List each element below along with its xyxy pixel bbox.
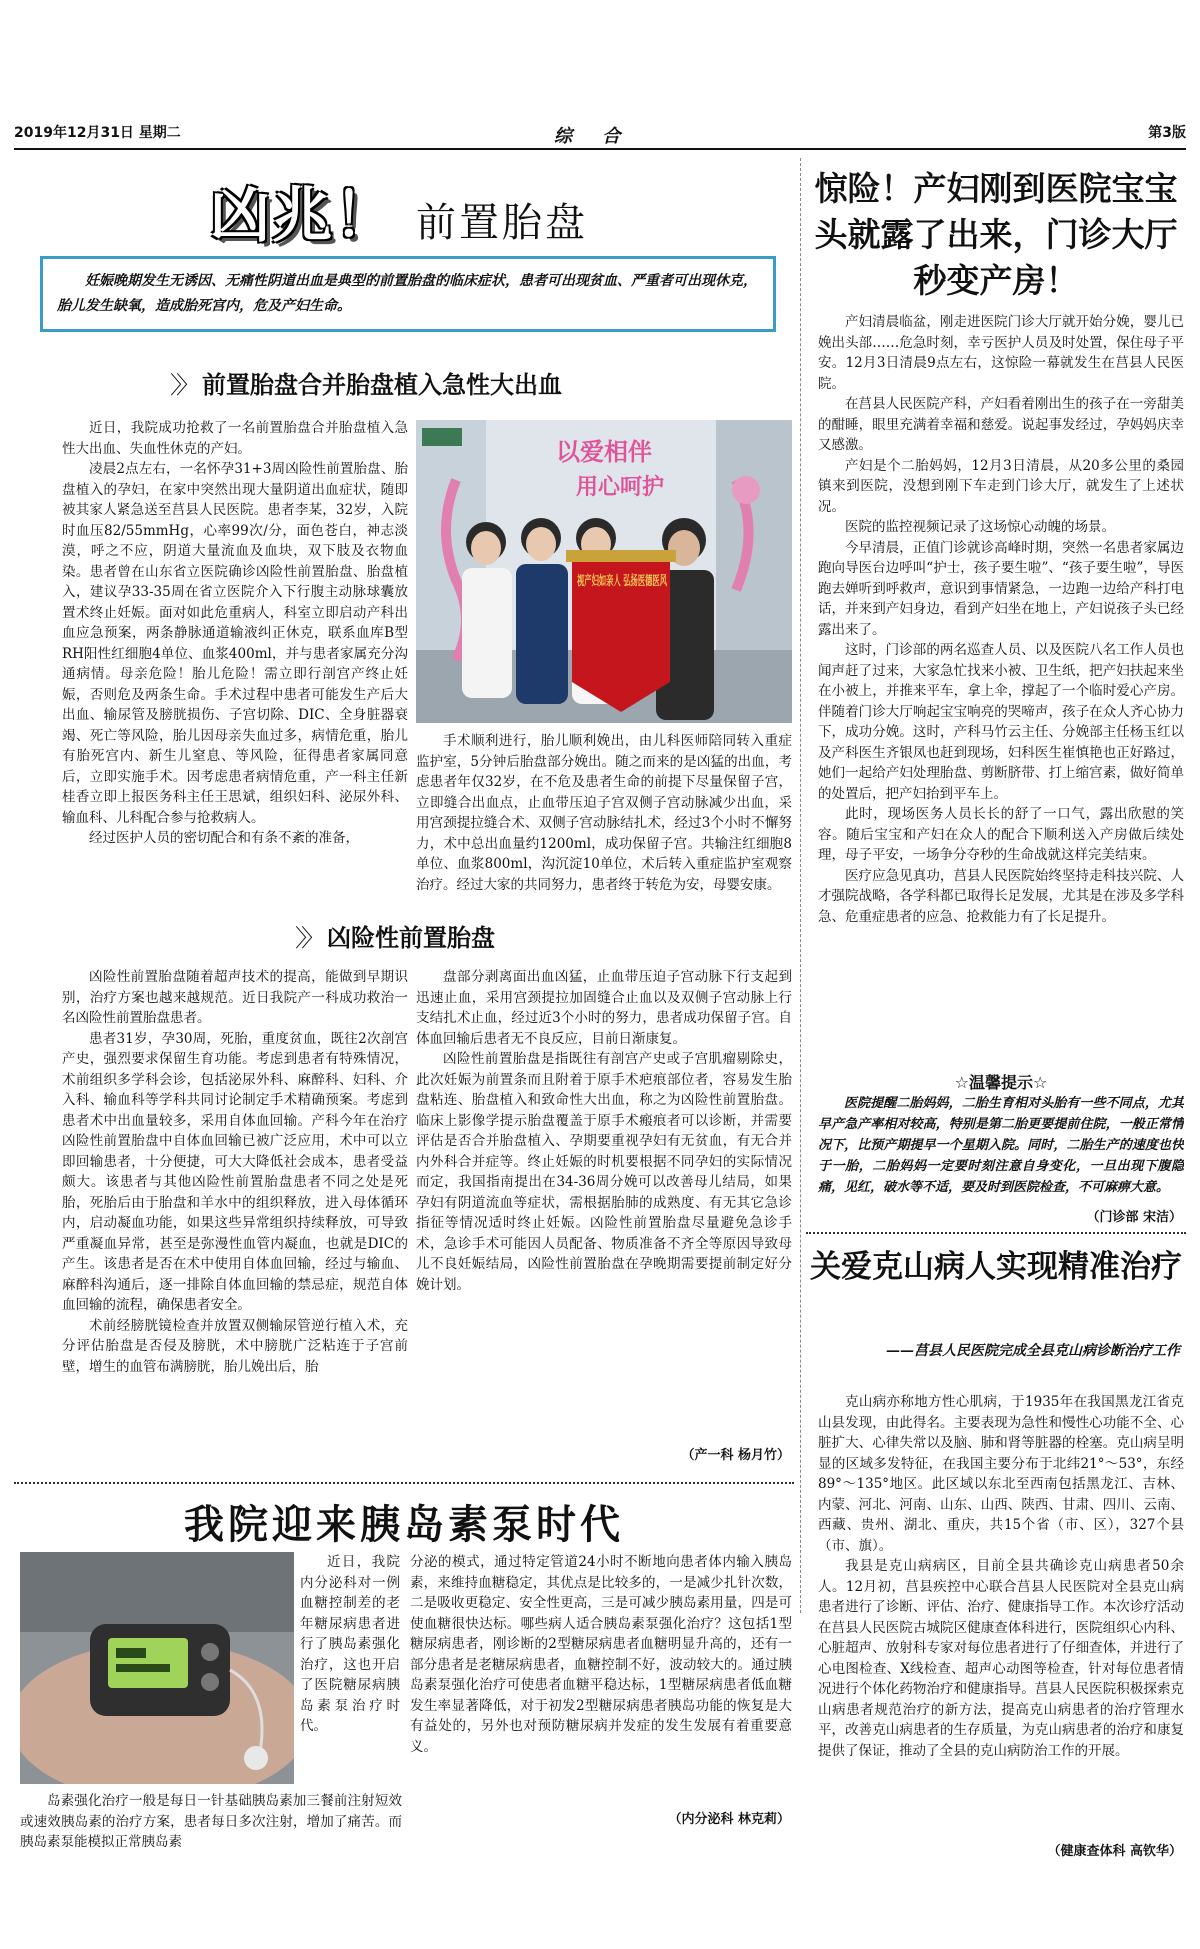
double-chevron-icon: 〉〉 (170, 371, 194, 399)
paragraph: 经过医护人员的密切配合和有条不紊的准备， (89, 830, 359, 846)
keshan-article-body (818, 1392, 1184, 1830)
paragraph: 患者31岁，孕30周，死胎，重度贫血，既往2次剖宫产史，强烈要求保留生育功能。考虑到患者有特殊情况，术前组织多学科会诊，包括泌尿外科、麻醉科、妇科、介入科、输血科等学科共同讨论制定手术精确预案。考虑到患者术中出血量较多，采用自体血回输。产科今年在治疗凶险性前置胎盘中自体血回输已被广泛应用，术中可以立即回输患者，十分便捷，可大大降低社会成本，患者受益颇大。该患者与其他凶险性前置胎盘患者不同之处是死胎，死胎后由于胎盘和羊水中的组织释放，进入母体循环内，启动凝血功能，如果这些异常组织持续释放，可导致严重凝血异常，甚至是弥漫性血管内凝血，也就是DIC的产生。该患者是否在术中使用自体血回输，经过与输血、麻醉科沟通后，逐一排除自体血回输的禁忌症，规范自体血回输的流程，确保患者安全。 (62, 1030, 408, 1313)
warm-tip-box (818, 1070, 1184, 1222)
paragraph: 医院的监控视频记录了这场惊心动魄的场景。 (845, 519, 1115, 535)
main-headline (210, 168, 630, 251)
insulin-col2 (410, 1552, 792, 1804)
paragraph: 克山病亦称地方性心肌病，于1935年在我国黑龙江省克山县发现，由此得名。主要表现为急性和慢性心功能不全、心脏扩大、心律失常以及脑、肺和肾等脏器的栓塞。克山病呈明显的区域多发特征，在我国主要分布于北纬21°～53°，东经89°～135°地区。此区域以东北至西南包括黑龙江、吉林、内蒙、河北、河南、山东、山西、陕西、甘肃、四川、云南、西藏、贵州、湖北、重庆，共15个省（市、区），327个县（市、旗）。 (818, 1394, 1184, 1554)
banner-slogan-2: 用心呵护 (576, 475, 665, 500)
article1-col1 (62, 418, 408, 908)
abstract-text: 妊娠晚期发生无诱因、无痛性阴道出血是典型的前置胎盘的临床症状，患者可出现贫血、严重者可出现休克，胎儿发生缺氧，造成胎死宫内，危及产妇生命。 (57, 273, 757, 314)
paragraph: 今早清晨，正值门诊就诊高峰时期，突然一名患者家属边跑向导医台边呼叫“护士，孩子要生啦”、“孩子要生啦”，导医跑去婵听到呼救声，意识到事情紧急，一边跑一边给产科打电话，并来到产妇身边，看到产妇坐在地上，产妇说孩子头已经露出来了。 (818, 539, 1184, 638)
subheading-1 (170, 365, 730, 400)
paragraph: 产妇清晨临盆，刚走进医院门诊大厅就开始分娩，婴儿已娩出头部……危急时刻，幸亏医护人员及时处置，保住母子平安。12月3日清晨9点左右，这惊险一幕就发生在莒县人民医院。 (818, 314, 1184, 392)
double-chevron-icon: 〉〉 (295, 924, 319, 952)
insulin-pump-photo (20, 1552, 294, 1784)
section-name: 综 合 (554, 126, 633, 147)
paragraph: 产妇是个二胎妈妈，12月3日清晨，从20多公里的桑园镇来到医院，没想到刚下车走到门诊大厅，就发生了上述状况。 (818, 457, 1184, 515)
keshan-credit: （健康查体科 高钦华） (1047, 1844, 1182, 1859)
banner-flag-text: 视产妇如亲人 弘扬医德医风 (577, 574, 738, 589)
warm-tip-title: ☆温馨提示☆ (954, 1073, 1048, 1092)
paragraph: 盘部分剥离面出血凶猛，止血带压迫子宫动脉下行支起到迅速止血，采用宫颈提拉加固缝合止血以及双侧子宫动脉上行支结扎术止血，经过近3个小时的努力，患者成功保留子宫。自体血回输后患者无不良反应，目前日渐康复。 (416, 969, 792, 1047)
silk-banner (566, 550, 738, 712)
paragraph: 凶险性前置胎盘是指既往有剖宫产史或子宫肌瘤剔除史，此次妊娠为前置条而且附着于原手术疤痕部位者，容易发生胎盘粘连、胎盘植入和致命性大出血，称之为凶险性前置胎盘。临床上影像学提示胎盘覆盖于原手术瘢痕者可以诊断，并需要评估是否合并胎盘植入、孕期要重视孕妇有无贫血，有无合并内外科合并症等。终止妊娠的时机要根据不同孕妇的实际情况而定，我国指南提出在34-36周分娩可以改善母儿结局，如果孕妇有阴道流血等症状，需根据胎肺的成熟度、有无其它急诊指征等情况适时终止妊娠。凶险性前置胎盘尽量避免急诊手术，急诊手术可能因人员配备、物质准备不齐全等原因导致母儿不良妊娠结局，凶险性前置胎盘在孕晚期需要提前制定好分娩计划。 (416, 1051, 792, 1293)
article2-col2 (416, 967, 792, 1439)
subheading-2-text: 凶险性前置胎盘 (327, 924, 495, 952)
paragraph: 分泌的模式，通过特定管道24小时不断地向患者体内输入胰岛素，来维持血糖稳定，其优点是比较多的，一是减少扎针次数，二是吸收更稳定、安全性更高，三是可减少胰岛素用量，四是可使血糖很快达标。哪些病人适合胰岛素泵强化治疗？这包括1型糖尿病患者，刚诊断的2型糖尿病患者血糖明显升高的，还有一部分患者是老糖尿病患者，血糖控制不好，波动较大的。通过胰岛素泵强化治疗可使患者血糖平稳达标，1型糖尿病患者低血糖发生率显著降低，对于初发2型糖尿病患者胰岛功能的恢复是大有益处的，另外也对预防糖尿病并发症的发生发展有着重要意义。 (410, 1554, 792, 1755)
paragraph: 我县是克山病病区，目前全县共确诊克山病患者50余人。12月初，莒县疾控中心联合莒县人民医院对全县克山病患者进行了诊断、评估、治疗、健康指导工作。本次诊疗活动在莒县人民医院古城院区健康查体科进行，医院组织心内科、心脏超声、放射科专家对每位患者进行了仔细查体，并进行了心电图检查、X线检查、超声心动图等检查，针对每位患者情况进行个体化药物治疗和健康指导。莒县人民医院积极探索克山病患者规范治疗的新方法，提高克山病患者的治疗管理水平，改善克山病患者的生存质量，为克山病患者的治疗和康复提供了保证，推动了全县的克山病防治工作的开展。 (818, 1558, 1184, 1759)
article2-col1 (62, 967, 408, 1469)
warm-tip-text: 医院提醒二胎妈妈，二胎生育相对头胎有一些不同点，尤其早产急产率相对较高，特别是第二胎更要提前住院，一般正常情况下，比预产期提早一个星期入院。同时，二胎生产的速度也快于一胎，二胎妈妈一定要时刻注意自身变化，一旦出现下腹隐痛，见红，破水等不适，要及时到医院检查，不可麻痹大意。 (818, 1096, 1184, 1195)
paragraph: 这时，门诊部的两名巡查人员、以及医院八名工作人员也闻声赶了过来，大家急忙找来小被、卫生纸，把产妇扶起来坐在小被上，并推来平车，拿上伞，撑起了一个临时爱心产房。伴随着门诊大厅响起宝宝响亮的哭啼声，孩子在众人齐心协力下，成功分娩。这时，产科马竹云主任、分娩部主任杨玉红以及产科医生齐银凤也赶到现场，妇科医生崔慎艳也正好路过，她们一起给产妇处理胎盘、剪断脐带、打上缩宫素，做好简单的处置后，把产妇抬到平车上。 (818, 642, 1184, 802)
insulin-credit: （内分泌科 林克莉） (668, 1812, 790, 1827)
paragraph: 近日，我院成功抢救了一名前置胎盘合并胎盘植入急性大出血、失血性休克的产妇。 (62, 420, 408, 457)
issue-date: 2019年12月31日 星期二 (14, 125, 181, 141)
paragraph: 岛素强化治疗一般是每日一针基础胰岛素加三餐前注射短效或速效胰岛素的治疗方案，患者每日多次注射，增加了痛苦。而胰岛素泵能模拟正常胰岛素 (20, 1793, 402, 1850)
insulin-col1-bottom (20, 1791, 402, 1881)
abstract-box (40, 256, 776, 332)
banner-slogan-1: 以爱相伴 (556, 438, 652, 466)
section-divider (14, 1482, 794, 1484)
headline-topic: 前置胎盘 (416, 200, 588, 246)
paragraph: 凶险性前置胎盘随着超声技术的提高，能做到早期识别，治疗方案也越来越规范。近日我院产一科成功救治一名凶险性前置胎盘患者。 (62, 969, 408, 1026)
section-divider-right (806, 1232, 1186, 1234)
paragraph: 手术顺利进行，胎儿顺利娩出，由儿科医师陪同转入重症监护室，5分钟后胎盘部分娩出。随之而来的是凶猛的出血，考虑患者年仅32岁，在不危及患者生命的前提下尽量保留子宫，立即缝合出血点，止血带压迫子宫双侧子宫动脉减少出血，采用宫颈提拉缝合术、双侧子宫动脉结扎术，经过3个小时不懈努力，术中总出血量约1200ml，成功保留子宫。共输注红细胞8单位、血浆800ml，沟沉淀10单位，术后转入重症监护室观察治疗。经过大家的共同努力，患者终于转危为安，母婴安康。 (416, 733, 792, 893)
page-number: 第3版 (1148, 125, 1186, 141)
paragraph: 凌晨2点左右，一名怀孕31+3周凶险性前置胎盘、胎盘植入的孕妇，在家中突然出现大量阴道出血症状，随即被其家人紧急送至莒县人民医院。患者李某，32岁，入院时血压82/55mmHg，心率99次/分，面色苍白，神志淡漠，呼之不应，阴道大量流血及血块，双下肢及衣物血染。患者曾在山东省立医院确诊凶险性前置胎盘、胎盘植入，建议孕33-35周在省立医院介入下行腹主动脉球囊放置术终止妊娠。面对如此危重病人，科室立即启动产科出血应急预案，两条静脉通道输液纠正休克，联系血库B型RH阳性红细胞4单位、血浆400ml，并与患者家属充分沟通病情。母亲危险！胎儿危险！需立即行剖宫产终止妊娠，否则危及两条生命。手术过程中患者可能发生产后大出血、输尿管及膀胱损伤、子宫切除、DIC、全身脏器衰竭、死亡等风险，胎儿因母亲失血过多，病情危重，胎儿有胎死宫内、新生儿窒息、等风险，征得患者家属同意后，立即实施手术。因考虑患者病情危重，产一科主任新桂香立即上报医务科主任王思斌，组织妇科、泌尿外科、输血科、儿科配合参与抢救病人。 (62, 461, 408, 826)
paragraph: 近日，我院内分泌科对一例血糖控制差的老年糖尿病患者进行了胰岛素强化治疗，这也开启了医院糖尿病胰岛素泵治疗时代。 (300, 1554, 400, 1734)
keshan-headline: 关爱克山病人实现精准治疗 (810, 1249, 1182, 1285)
paragraph: 此时，现场医务人员长长的舒了一口气，露出欣慰的笑容。随后宝宝和产妇在众人的配合下顺利送入产房做后续处理，母子平安，一场争分夺秒的生命战就这样完美结束。 (818, 806, 1184, 863)
page-header (14, 118, 1186, 150)
subheading-1-text: 前置胎盘合并胎盘植入急性大出血 (202, 371, 562, 399)
insulin-col1-top (300, 1552, 400, 1788)
article2-credit: （产一科 杨月竹） (681, 1448, 790, 1463)
article1-col2 (416, 731, 792, 915)
ceremony-photo-image (416, 420, 792, 723)
paragraph: 术前经膀胱镜检查并放置双侧输尿管逆行植入术，充分评估胎盘是否侵及膀胱，术中膀胱广泛粘连于子宫前壁，增生的血管布满膀胱，胎儿娩出后，胎 (62, 1317, 408, 1375)
insulin-headline: 我院迎来胰岛素泵时代 (184, 1502, 624, 1548)
paragraph: 医疗应急见真功，莒县人民医院始终坚持走科技兴院、人才强院战略，各学科都已取得长足发展，尤其是在涉及多学科急、危重症患者的应急、抢救能力有了长足提升。 (818, 867, 1184, 925)
ceremony-photo (416, 420, 792, 723)
emergency-headline: 惊险！产妇刚到医院宝宝头就露了出来，门诊大厅秒变产房！ (814, 169, 1178, 300)
person-1 (462, 522, 512, 698)
keshan-subheadline: ——莒县人民医院完成全县克山病诊断治疗工作 (886, 1343, 1180, 1359)
headline-emphasis: 凶兆！ (210, 181, 396, 251)
column-divider (800, 158, 801, 1613)
emergency-credit: （门诊部 宋洁） (1086, 1210, 1182, 1225)
insulin-pump-image (20, 1552, 294, 1784)
emergency-article-body (818, 312, 1184, 1065)
subheading-2 (295, 918, 595, 953)
paragraph: 在莒县人民医院产科，产妇看着刚出生的孩子在一旁甜美的酣睡，眼里充满着幸福和慈爱。说起事发经过，孕妈妈庆幸又感激。 (818, 396, 1184, 453)
